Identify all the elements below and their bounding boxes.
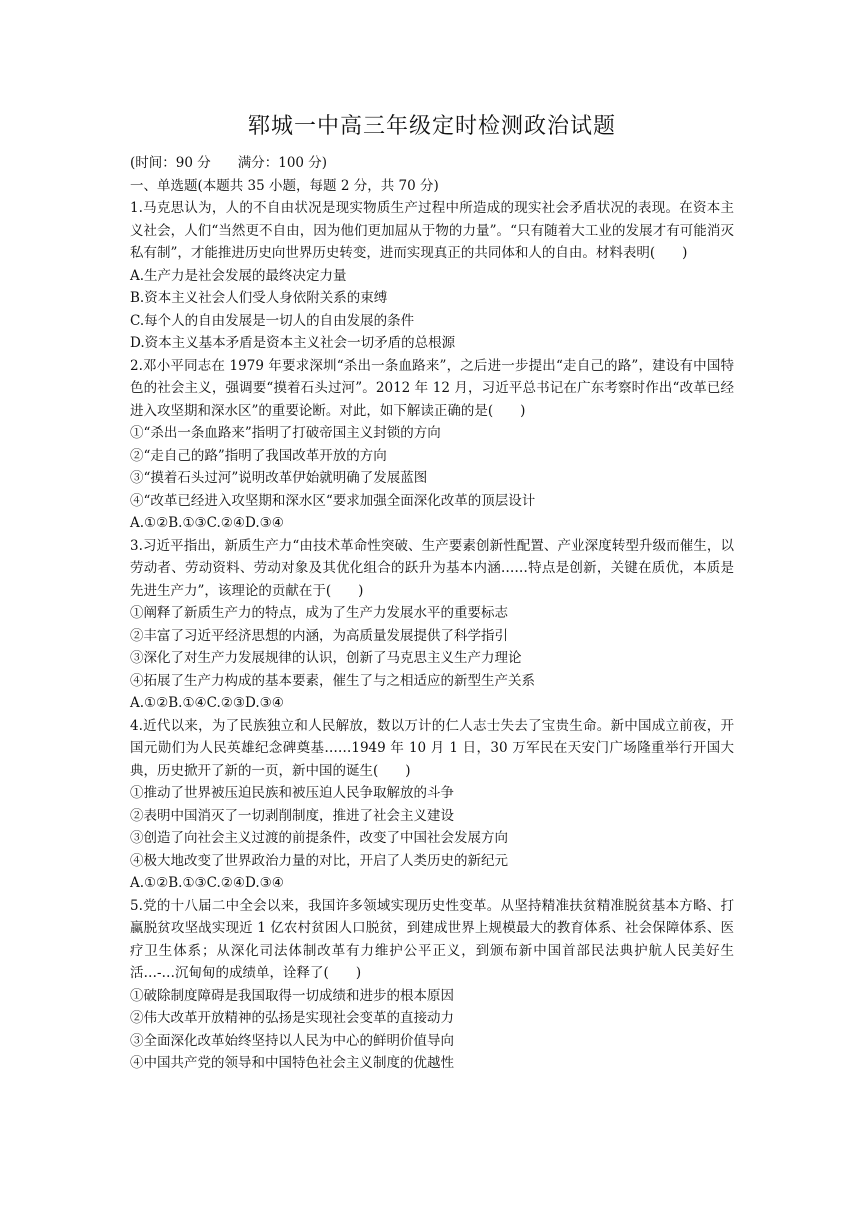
statement-4: ④拓展了生产力构成的基本要素，催生了与之相适应的新型生产关系 (130, 672, 535, 689)
statement-2: ②表明中国消灭了一切剥削制度，推进了社会主义建设 (130, 807, 454, 824)
question-stem: 1.马克思认为，人的不自由状况是现实物质生产过程中所造成的现实社会矛盾状况的表现。在资本主义社会，人们“当然更不自由，因为他们更加屈从于物的力量”。“只有随着大工业的发展才有可能消灭私有制”，才能推进历史向世界历史转变，进而实现真正的共同体和人的自由。材料表明( ) (130, 200, 734, 261)
statement-4: ④中国共产党的领导和中国特色社会主义制度的优越性 (130, 1055, 454, 1071)
answer-choices: A.①②B.①③C.②④D.③④ (130, 515, 284, 531)
statement-1: ①“杀出一条血路来”指明了打破帝国主义封锁的方向 (130, 425, 441, 441)
statement-3: ③创造了向社会主义过渡的前提条件，改变了中国社会发展方向 (130, 830, 508, 846)
question-5 (130, 895, 734, 1075)
option-c: C.每个人的自由发展是一切人的自由发展的条件 (130, 312, 415, 329)
option-b: B.资本主义社会人们受人身依附关系的束缚 (130, 290, 388, 306)
exam-title: 郓城一中高三年级定时检测政治试题 (247, 114, 616, 139)
question-1 (130, 197, 734, 355)
statement-4: ④极大地改变了世界政治力量的对比，开启了人类历史的新纪元 (130, 852, 508, 869)
question-stem: 2.邓小平同志在 1979 年要求深圳“杀出一条血路来”，之后进一步提出“走自己的路”，建设有中国特色的社会主义，强调要“摸着石头过河”。2012 年 12 月，习近平总书记在广东考察时作出“改革已经进入攻坚期和深水区”的重要论断。对此，如下解读正确的是( ) (130, 357, 734, 419)
exam-info: (时间：90 分 满分：100 分) (130, 155, 328, 171)
question-2 (130, 355, 734, 535)
statement-2: ②丰富了习近平经济思想的内涵，为高质量发展提供了科学指引 (130, 627, 508, 644)
statement-3: ③全面深化改革始终坚持以人民为中心的鲜明价值导向 (130, 1032, 454, 1049)
statement-2: ②伟大改革开放精神的弘扬是实现社会变革的直接动力 (130, 1010, 454, 1026)
statement-4: ④“改革已经进入攻坚期和深水区“要求加强全面深化改革的顶层设计 (130, 492, 536, 509)
option-d: D.资本主义基本矛盾是资本主义社会一切矛盾的总根源 (130, 335, 456, 351)
exam-page (130, 112, 734, 1075)
statement-3: ③“摸着石头过河”说明改革伊始就明确了发展蓝图 (130, 470, 428, 486)
answer-choices: A.①②B.①④C.②③D.③④ (130, 695, 284, 711)
answer-choices: A.①②B.①③C.②④D.③④ (130, 875, 284, 891)
statement-2: ②“走自己的路”指明了我国改革开放的方向 (130, 447, 387, 464)
statement-1: ①破除制度障碍是我国取得一切成绩和进步的根本原因 (130, 987, 454, 1004)
question-stem: 4.近代以来，为了民族独立和人民解放，数以万计的仁人志士失去了宝贵生命。新中国成立前夜，开国元勋们为人民英雄纪念碑奠基……1949 年 10 月 1 日，30 万军民在天安门广场隆重举行开国大典，历史掀开了新的一页，新中国的诞生( ) (130, 717, 734, 779)
option-a: A.生产力是社会发展的最终决定力量 (130, 267, 347, 284)
statement-1: ①阐释了新质生产力的特点，成为了生产力发展水平的重要标志 (130, 605, 508, 621)
question-stem: 3.习近平指出，新质生产力“由技术革命性突破、生产要素创新性配置、产业深度转型升级而催生，以劳动者、劳动资料、劳动对象及其优化组合的跃升为基本内涵……特点是创新，关键在质优，本质是先进生产力”，该理论的贡献在于( ) (130, 537, 734, 599)
statement-1: ①推动了世界被压迫民族和被压迫人民争取解放的斗争 (130, 785, 454, 801)
question-3 (130, 535, 734, 715)
section-heading: 一、单选题(本题共 35 小题，每题 2 分，共 70 分) (130, 177, 439, 194)
statement-3: ③深化了对生产力发展规律的认识，创新了马克思主义生产力理论 (130, 650, 522, 666)
question-4 (130, 715, 734, 895)
question-stem: 5.党的十八届二中全会以来，我国许多领域实现历史性变革。从坚持精准扶贫精准脱贫基本方略、打赢脱贫攻坚战实现近 1 亿农村贫困人口脱贫，到建成世界上规模最大的教育体系、社会保障体系、医疗卫生体系；从深化司法体制改革有力维护公平正义，到颁布新中国首部民法典护航人民美好生活…-…沉甸甸的成绩单，诠释了( ) (130, 897, 734, 981)
